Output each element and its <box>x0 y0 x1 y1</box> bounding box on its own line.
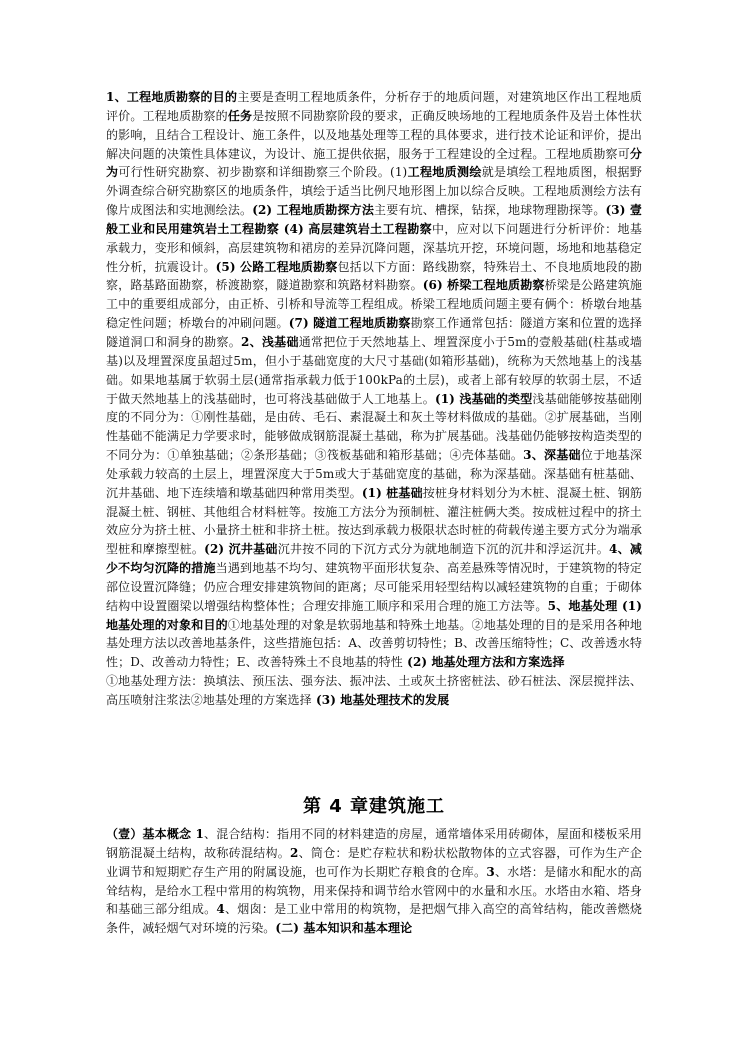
text-run: ①地基处理的对象是软弱地基和特殊土地基。②地基处理的目的是采用各种地基处理方法以改善地基条件，这些措施包括：A、改善剪切特性；B、改善压缩特性；C、改善透水特性；D、改善动力特性；E、改善特殊土不良地基的特性 <box>106 617 642 670</box>
bold-heading-run: 工程地质测绘 <box>407 165 482 180</box>
bold-heading-run: (2) 沉井基础 <box>204 542 278 557</box>
bold-heading-run: 2、浅基础 <box>241 334 299 349</box>
text-run: 主要是查明工程地质条件，分析存于的地质问题，对建筑地区作出工程地质评价。工程地质勘察的 <box>106 90 642 123</box>
bold-heading-run: (二) 基本知识和基本理论 <box>275 921 413 936</box>
bold-heading-run: 3、深基础 <box>523 448 581 463</box>
body-text-construction <box>106 825 642 938</box>
text-run: 当遇到地基不均匀、建筑物平面形状复杂、高差悬殊等情况时，于建筑物的特定部位设置沉降缝；仍应合理安排建筑物间的距离；尽可能采用轻型结构以减轻建筑物的自重；于砌体结构中设置圈梁以增强结构整体性；合理安排施工顺序和采用合理的施工方法等。 <box>106 561 642 613</box>
text-run: 、烟囱：是工业中常用的构筑物，是把烟气排入高空的高耸结构，能改善燃烧条件，减轻烟气对环境的污染。 <box>106 902 642 936</box>
bold-heading-run: 5、地基处理 (1) 地基处理的对象和目的 <box>106 598 643 632</box>
text-run: 、混合结构：指用不同的材料建造的房屋，通常墙体采用砖砌体，屋面和楼板采用钢筋混凝土结构，故称砖混结构。 <box>106 827 642 860</box>
chapter-title: 第 4 章建筑施工 <box>302 796 446 817</box>
text-run: 中，应对以下问题进行分析评价：地基承载力，变形和倾斜，高层建筑物和裙房的差异沉降问题，深基坑开挖，环境问题，场地和地基稳定性分析，抗震设计。 <box>106 221 643 274</box>
bold-heading-run: (1) 浅基础的类型 <box>434 391 533 406</box>
text-run: 包括以下方面：路线勘察，特殊岩土、不良地质地段的勘察，路基路面勘察，桥渡勘察，隧道勘察和筑路材料勘察。 <box>106 259 642 293</box>
bold-heading-run: (7) 隧道工程地质勘察 <box>288 316 411 331</box>
bold-heading-run: (5) 公路工程地质勘察 <box>215 259 338 274</box>
bold-heading-run: (2) 工程地质勘探方法 <box>252 203 375 218</box>
bold-heading-run: (1) 桩基础 <box>361 485 423 500</box>
text-run: 按桩身材料划分为木桩、混凝土桩、钢筋混凝土桩、钢桩、其他组合材料桩等。按施工方法分为预制桩、灌注桩俩大类。按成桩过程中的挤土效应分为挤土桩、小量挤土桩和非挤土桩。按达到承载力极限状态时桩的荷载传递主要方式分为端承型桩和摩擦型桩。 <box>106 485 642 557</box>
paragraph-basic-concepts <box>106 825 642 938</box>
bold-heading-run: (3) 地基处理技术的发展 <box>311 693 450 707</box>
body-text-geology <box>106 88 642 710</box>
bold-heading-run: （壹）基本概念 1 <box>106 827 204 841</box>
text-run: 是按照不同勘察阶段的要求，正确反映场地的工程地质条件及岩土体性状的影响，且结合工程设计、施工条件，以及地基处理等工程的具体要求，进行技术论证和评价，提出解决问题的决策性具体建议，为设计、施工提供依据，服务于工程建设的全过程。工程地质勘察可 <box>106 108 643 161</box>
text-run: 浅基础能够按基础刚度的不同分为：①刚性基础，是由砖、毛石、素混凝土和灰土等材料做成的基础。②扩展基础，当刚性基础不能满足力学要求时，能够做成钢筋混凝土基础，称为扩展基础。浅基础仍能够按构造类型的不同分为：①单独基础；②条形基础；③筏板基础和箱形基础；④壳体基础。 <box>106 391 642 463</box>
bold-heading-run: 3 <box>486 864 495 879</box>
text-run: 、筒仓：是贮存粒状和粉状松散物体的立式容器，可作为生产企业调节和短期贮存生产用的附属设施，也可作为长期贮存粮食的仓库。 <box>106 845 642 879</box>
text-run: 沉井按不同的下沉方式分为就地制造下沉的沉井和浮运沉井。 <box>277 542 610 557</box>
bold-heading-run: 4、减少不均匀沉降的措施 <box>106 542 643 576</box>
text-run: 勘察工作通常包括：隧道方案和位置的选择隧道洞口和洞身的勘察。 <box>106 316 642 349</box>
bold-heading-run: 分为 <box>106 146 642 180</box>
bold-heading-run: (3) 壹般工业和民用建筑岩土工程勘察 (4) 高层建筑岩土工程勘察 <box>106 203 642 236</box>
text-run: 就是填绘工程地质图，根据野外调查综合研究勘察区的地质条件，填绘于适当比例尺地形图上加以综合反映。工程地质测绘方法有像片成图法和实地测绘法。 <box>106 165 642 218</box>
text-run: 通常把位于天然地基上、埋置深度小于5m的壹般基础(柱基或墙基)以及埋置深度虽超过5m，但小于基础宽度的大尺寸基础(如箱形基础)，统称为天然地基上的浅基础。如果地基属于软弱土层(通常指承载力低于100kPa的土层)，或者上部有较厚的软弱土层，不适于做天然地基上的浅基础时，也可将浅基础做于人工地基上。 <box>106 334 642 406</box>
paragraph-geology-foundation <box>106 88 642 710</box>
text-run: 桥梁是公路建筑施工中的重要组成部分，由正桥、引桥和导流等工程组成。桥梁工程地质问题主要有俩个：桥墩台地基稳定性问题；桥墩台的冲刷问题。 <box>106 278 642 331</box>
bold-heading-run: 任务 <box>227 108 253 123</box>
text-run: 可行性研究勘察、初步勘察和详细勘察三个阶段。(1) <box>118 165 408 180</box>
bold-heading-run: 4 <box>216 902 225 917</box>
bold-heading-run: (2) 地基处理方法和方案选择 <box>402 655 565 670</box>
bold-heading-run: 2 <box>290 845 299 860</box>
bold-heading-run: (6) 桥梁工程地质勘察 <box>422 278 545 293</box>
text-run: 、水塔：是储水和配水的高耸结构，是给水工程中常用的构筑物，用来保持和调节给水管网中的水量和水压。水塔由水箱、塔身和基础三部分组成。 <box>106 864 643 917</box>
text-run: ①地基处理方法：换填法、预压法、强夯法、振冲法、土或灰土挤密桩法、砂石桩法、深层搅拌法、高压喷射注浆法②地基处理的方案选择 <box>106 674 642 707</box>
text-run: 位于地基深处承载力较高的土层上，埋置深度大于5m或大于基础宽度的基础，称为深基础。深基础有桩基础、沉井基础、地下连续墙和墩基础四种常用类型。 <box>106 448 643 500</box>
bold-heading-run: 1、工程地质勘察的目的 <box>106 90 238 104</box>
text-run: 主要有坑、槽探，钻探，地球物理勘探等。 <box>374 203 606 218</box>
